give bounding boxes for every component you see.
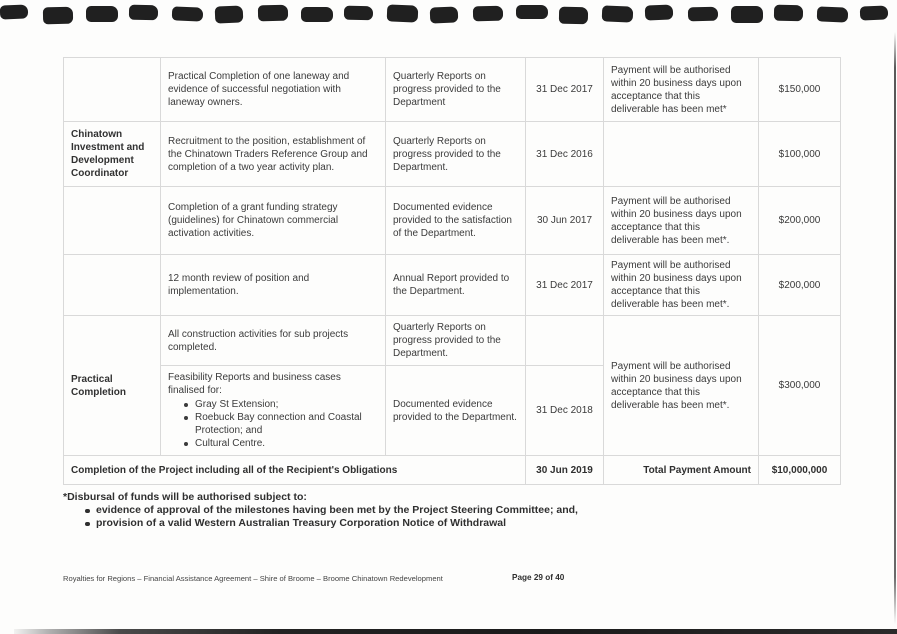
due-date-cell: 31 Dec 2016	[526, 122, 604, 187]
footnote-item: provision of a valid Western Australian Treasury Corporation Notice of Withdrawal	[85, 517, 863, 530]
due-date-cell: 31 Dec 2017	[526, 255, 604, 316]
reporting-cell: Annual Report provided to the Department.	[386, 255, 526, 316]
footer-page-number: Page 29 of 40	[512, 573, 565, 582]
bullet-item: Cultural Centre.	[184, 437, 378, 450]
binding-hole	[645, 4, 674, 20]
payment-terms-cell	[604, 122, 759, 187]
reporting-cell: Quarterly Reports on progress provided to the Department	[386, 58, 526, 122]
binding-hole	[430, 6, 459, 23]
binding-hole	[774, 5, 803, 22]
table-row	[64, 58, 841, 122]
milestone-cell: Practical Completion	[64, 316, 161, 456]
table-row	[64, 122, 841, 187]
binding-hole	[215, 5, 244, 23]
disbursal-footnote	[63, 491, 863, 530]
binding-hole	[516, 5, 548, 19]
bullet-item: Gray St Extension;	[184, 398, 378, 411]
deliverable-cell: Recruitment to the position, establishment of the Chinatown Traders Reference Group and completion of a two year activity plan.	[161, 122, 386, 187]
total-payment-label-cell: Total Payment Amount	[604, 456, 759, 485]
scan-edge-line	[894, 32, 896, 624]
binding-hole	[602, 5, 634, 22]
binding-hole	[860, 5, 889, 20]
binding-holes-row	[0, 2, 897, 30]
amount-cell: $200,000	[759, 255, 841, 316]
due-date-cell: 31 Dec 2018	[526, 366, 604, 456]
binding-hole	[559, 7, 588, 25]
binding-hole	[43, 7, 73, 25]
total-due-date-cell: 30 Jun 2019	[526, 456, 604, 485]
binding-hole	[344, 6, 373, 21]
milestone-cell	[64, 58, 161, 122]
footer-document-title: Royalties for Regions – Financial Assistance Agreement – Shire of Broome – Broome Chinatown Redevelopment	[63, 574, 443, 583]
deliverable-cell: Completion of a grant funding strategy (guidelines) for Chinatown commercial activation activities.	[161, 187, 386, 255]
payment-terms-cell: Payment will be authorised within 20 business days upon acceptance that this deliverable has been met*.	[604, 187, 759, 255]
footnote-list	[63, 504, 863, 530]
milestone-cell	[64, 187, 161, 255]
scan-bottom-edge	[14, 629, 897, 634]
binding-hole	[817, 6, 849, 22]
bullet-item: Roebuck Bay connection and Coastal Protection; and	[184, 411, 378, 437]
due-date-cell	[526, 316, 604, 366]
total-row	[64, 456, 841, 485]
deliverable-cell: 12 month review of position and implementation.	[161, 255, 386, 316]
milestone-cell: Chinatown Investment and Development Coordinator	[64, 122, 161, 187]
binding-hole	[258, 5, 288, 22]
binding-hole	[0, 4, 28, 19]
amount-cell: $200,000	[759, 187, 841, 255]
amount-cell: $300,000	[759, 316, 841, 456]
deliverable-cell: All construction activities for sub projects completed.	[161, 316, 386, 366]
milestone-payment-table	[63, 57, 841, 485]
total-amount-cell: $10,000,000	[759, 456, 841, 485]
table-row	[64, 316, 841, 366]
reporting-cell: Quarterly Reports on progress provided to the Department.	[386, 122, 526, 187]
deliverable-cell: Practical Completion of one laneway and evidence of successful negotiation with laneway owners.	[161, 58, 386, 122]
binding-hole	[172, 6, 204, 21]
due-date-cell: 30 Jun 2017	[526, 187, 604, 255]
binding-hole	[301, 7, 333, 22]
reporting-cell: Quarterly Reports on progress provided to the Department.	[386, 316, 526, 366]
deliverable-bullet-list	[168, 398, 378, 450]
binding-hole	[86, 6, 118, 22]
payment-terms-cell: Payment will be authorised within 20 business days upon acceptance that this deliverable has been met*	[604, 58, 759, 122]
table-row	[64, 255, 841, 316]
table-row	[64, 187, 841, 255]
due-date-cell: 31 Dec 2017	[526, 58, 604, 122]
binding-hole	[688, 7, 718, 22]
binding-hole	[731, 6, 763, 23]
amount-cell: $150,000	[759, 58, 841, 122]
reporting-cell: Documented evidence provided to the satisfaction of the Department.	[386, 187, 526, 255]
binding-hole	[387, 4, 419, 22]
binding-hole	[129, 5, 158, 21]
milestone-cell	[64, 255, 161, 316]
binding-hole	[473, 6, 503, 22]
footnote-intro: *Disbursal of funds will be authorised subject to:	[63, 491, 307, 503]
reporting-cell: Documented evidence provided to the Department.	[386, 366, 526, 456]
deliverable-cell	[161, 366, 386, 456]
amount-cell: $100,000	[759, 122, 841, 187]
deliverable-intro: Feasibility Reports and business cases finalised for:	[168, 372, 341, 396]
footnote-item: evidence of approval of the milestones having been met by the Project Steering Committee; and,	[85, 504, 863, 517]
payment-terms-cell: Payment will be authorised within 20 business days upon acceptance that this deliverable has been met*.	[604, 255, 759, 316]
total-description-cell: Completion of the Project including all of the Recipient's Obligations	[64, 456, 526, 485]
page-footer	[0, 572, 897, 586]
payment-terms-cell: Payment will be authorised within 20 business days upon acceptance that this deliverable has been met*.	[604, 316, 759, 456]
